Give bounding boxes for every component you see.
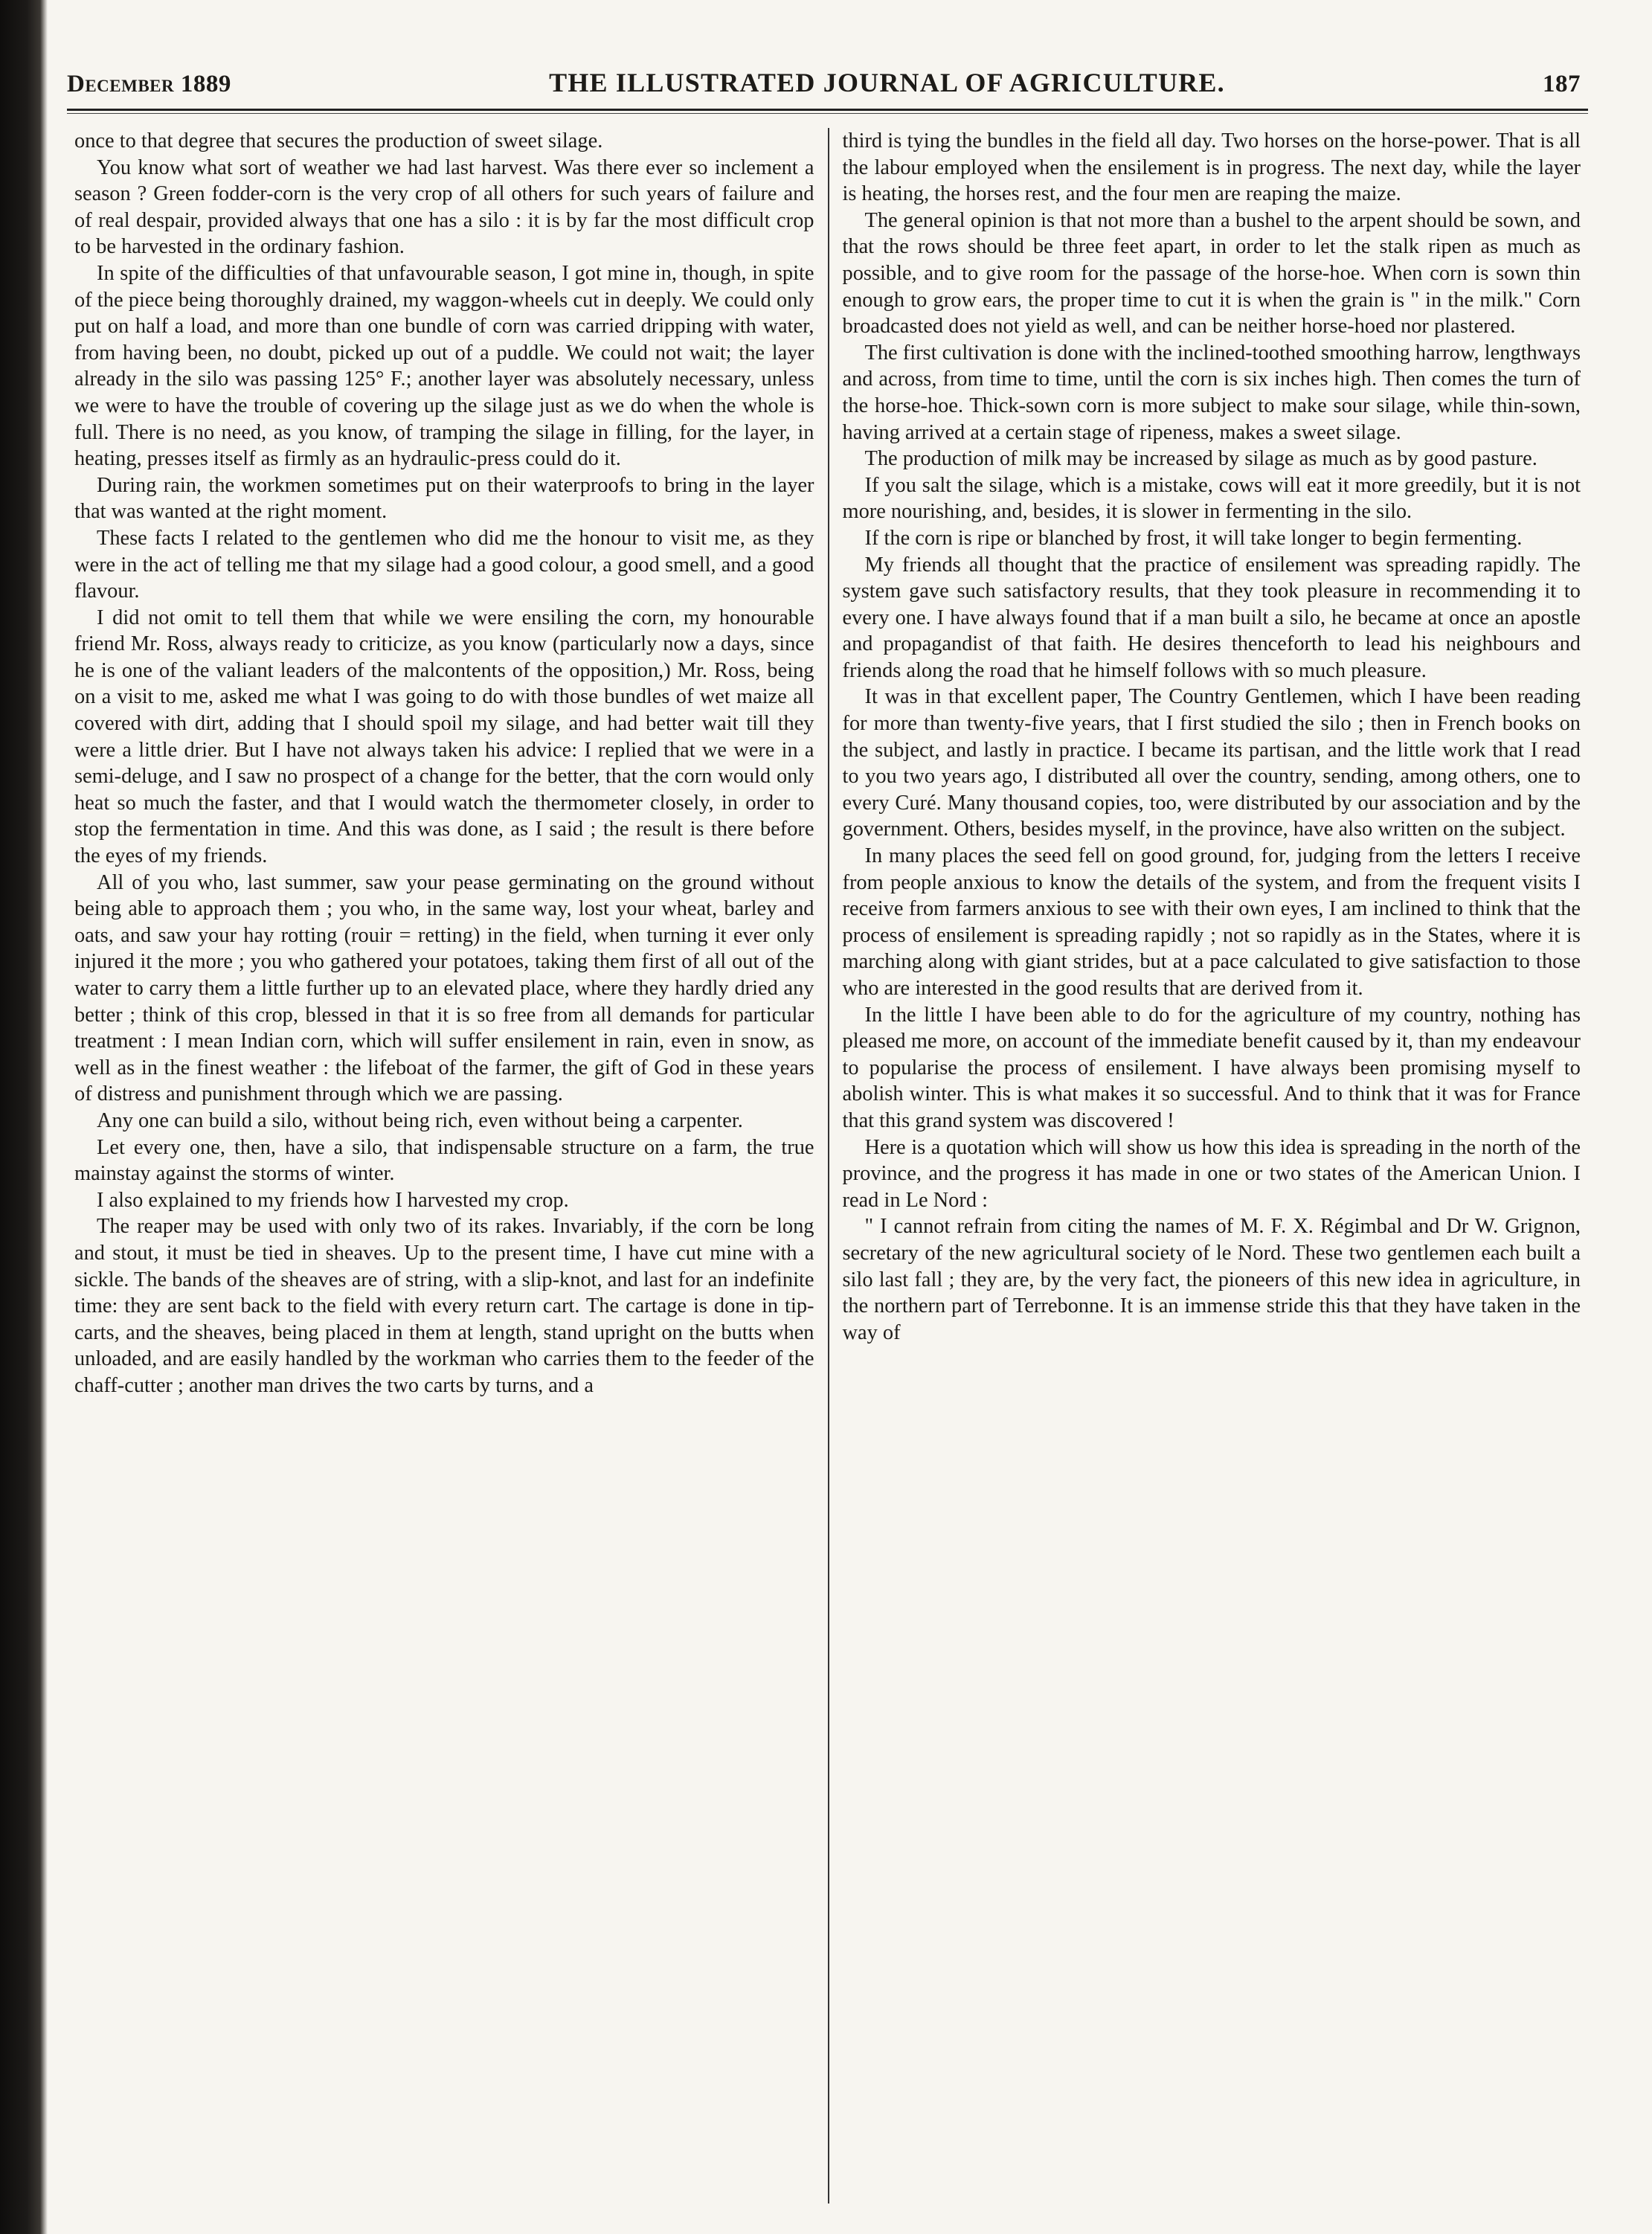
running-header: [52, 46, 1603, 98]
paragraph: In spite of the difficulties of that unfavourable season, I got mine in, though, in spite of the piece being thoroughly drained, my waggon-wheels cut in deeply. We could only put on half a load, and more than one bundle of corn was carried dripping with water, from having been, no doubt, picked up out of a puddle. We could not wait; the layer already in the silo was passing 125° F.; another layer was absolutely necessary, unless we were to have the trouble of covering up the silage just as we do when the whole is full. There is no need, as you know, of tramping the silage in filling, for the layer, in heating, presses itself as firmly as an hydraulic-press could do it.: [74, 261, 814, 471]
page-number: 187: [1543, 71, 1581, 97]
paragraph: Here is a quotation which will show us how this idea is spreading in the north of the province, and the progress it has made in one or two states of the American Union. I read in Le Nord :: [842, 1135, 1581, 1212]
left-column: [74, 128, 828, 2203]
paragraph: The general opinion is that not more than a bushel to the arpent should be sown, and that the rows should be three feet apart, in order to let the stalk ripen as much as possible, and to give room for the passage of the horse-hoe. When corn is sown thin enough to grow ears, the proper time to cut it is when the grain is " in the milk." Corn broadcasted does not yield as well, and can be neither horse-hoed nor plastered.: [842, 208, 1581, 338]
paragraph: I did not omit to tell them that while we were ensiling the corn, my honourable friend Mr. Ross, always ready to criticize, as you know (particularly now a days, since he is one of the valiant leaders of the malcontents of the opposition,) Mr. Ross, being on a visit to me, asked me what I was going to do with those bundles of wet maize all covered with dirt, adding that I should spoil my silage, and had better wait till they were a little drier. But I have not always taken his advice: I replied that we were in a semi-deluge, and I saw no prospect of a change for the better, that the corn would only heat so much the faster, and that I would watch the thermometer closely, in order to stop the fermentation in time. And this was done, as I said ; the result is there before the eyes of my friends.: [74, 606, 814, 868]
book-spine-shadow: [0, 0, 48, 2234]
paragraph: Any one can build a silo, without being rich, even without being a carpenter.: [97, 1108, 743, 1132]
paragraph: During rain, the workmen sometimes put on their waterproofs to bring in the layer that was wanted at the right moment.: [74, 473, 814, 524]
paragraph: I also explained to my friends how I harvested my crop.: [97, 1188, 569, 1212]
paragraph: These facts I related to the gentlemen who did me the honour to visit me, as they were in the act of telling me that my silage had a good colour, a good smell, and a good flavour.: [74, 526, 814, 603]
paragraph: In many places the seed fell on good ground, for, judging from the letters I receive from people anxious to know the details of the system, and from the frequent visits I receive from farmers anxious to see with their own eyes, I am inclined to think that the process of ensilement is spreading rapidly ; not so rapidly as in the States, where it is marching along with giant strides, but at a pace calculated to give satisfaction to those who are interested in the good results that are derived from it.: [842, 844, 1581, 1000]
paragraph: If the corn is ripe or blanched by frost, it will take longer to begin fermenting.: [864, 526, 1523, 550]
paragraph: In the little I have been able to do for the agriculture of my country, nothing has pleased me more, on account of the immediate benefit caused by it, than my endeavour to popularise the process of ensilement. I have always been promising myself to abolish winter. This is what makes it so successful. And to think that it was for France that this grand system was discovered !: [842, 1003, 1581, 1132]
paragraph: The first cultivation is done with the inclined-toothed smoothing harrow, lengthways and across, from time to time, until the corn is six inches high. Then comes the turn of the horse-hoe. Thick-sown corn is more subject to make sour silage, while thin-sown, having arrived at a certain stage of ripeness, makes a sweet silage.: [842, 341, 1581, 444]
paragraph: The production of milk may be increased by silage as much as by good pasture.: [864, 447, 1537, 471]
paragraph: " I cannot refrain from citing the names of M. F. X. Régimbal and Dr W. Grignon, secretary of the new agricultural society of le Nord. These two gentlemen each built a silo last fall ; they are, by the very fact, the pioneers of this new idea in agriculture, in the northern part of Terrebonne. It is an immense stride this that they have taken in the way of: [842, 1215, 1581, 1344]
paragraph: once to that degree that secures the production of sweet silage.: [74, 129, 603, 153]
journal-title: THE ILLUSTRATED JOURNAL OF AGRICULTURE.: [549, 68, 1225, 97]
paragraph: If you salt the silage, which is a mistake, cows will eat it more greedily, but it is not more nourishing, and, besides, it is slower in fermenting in the silo.: [842, 473, 1581, 524]
header-date: December 1889: [67, 71, 231, 97]
paragraph: It was in that excellent paper, The Country Gentlemen, which I have been reading for more than twenty-five years, that I first studied the silo ; then in French books on the subject, and lastly in practice. I became its partisan, and the little work that I read to you two years ago, I distributed all over the country, sending, among others, one to every Curé. Many thousand copies, too, were distributed by our association and by the government. Others, besides myself, in the province, have also written on the subject.: [842, 685, 1581, 841]
journal-page: [52, 46, 1603, 2203]
paragraph: You know what sort of weather we had last harvest. Was there ever so inclement a season ? Green fodder-corn is the very crop of all others for such years of failure and of real despair, provided always that one has a silo : it is by far the most difficult crop to be harvested in the ordinary fashion.: [74, 155, 814, 259]
header-rule: [67, 109, 1588, 111]
paragraph: The reaper may be used with only two of its rakes. Invariably, if the corn be long and stout, it must be tied in sheaves. Up to the present time, I have cut mine with a sickle. The bands of the sheaves are of string, with a slip-knot, and last for an indefinite time: they are sent back to the field with every return cart. The cartage is done in tip-carts, and the sheaves, being placed in them at length, stand upright on the butts when unloaded, and are easily handled by the workman who carries them to the feeder of the chaff-cutter ; another man drives the two carts by turns, and a: [74, 1215, 814, 1397]
paragraph: third is tying the bundles in the field all day. Two horses on the horse-power. That is all the labour employed when the ensilement is in progress. The next day, while the layer is heating, the horses rest, and the four men are reaping the maize.: [842, 129, 1581, 206]
text-columns: [74, 128, 1581, 2203]
paragraph: My friends all thought that the practice of ensilement was spreading rapidly. The system gave such satisfactory results, that they took pleasure in recommending it to every one. I have always found that if a man built a silo, he became at once an apostle and propagandist of that faith. He desires thenceforth to lead his neighbours and friends along the road that he himself follows with so much pleasure.: [842, 553, 1581, 682]
paragraph: All of you who, last summer, saw your pease germinating on the ground without being able to approach them ; you who, in the same way, lost your wheat, barley and oats, and saw your hay rotting (rouir = retting) in the field, when turning it ever only injured it the more ; you who gathered your potatoes, taking them first of all out of the water to carry them a little further up to an elevated place, where they hardly dried any better ; think of this crop, blessed in that it is so free from all demands for particular treatment : I mean Indian corn, which will suffer ensilement in rain, even in snow, as well as in the finest weather : the lifeboat of the farmer, the gift of God in these years of distress and punishment through which we are passing.: [74, 870, 814, 1106]
header-rule-thin: [67, 113, 1588, 114]
right-column: [828, 128, 1581, 2203]
paragraph: Let every one, then, have a silo, that indispensable structure on a farm, the true mainstay against the storms of winter.: [74, 1135, 814, 1186]
